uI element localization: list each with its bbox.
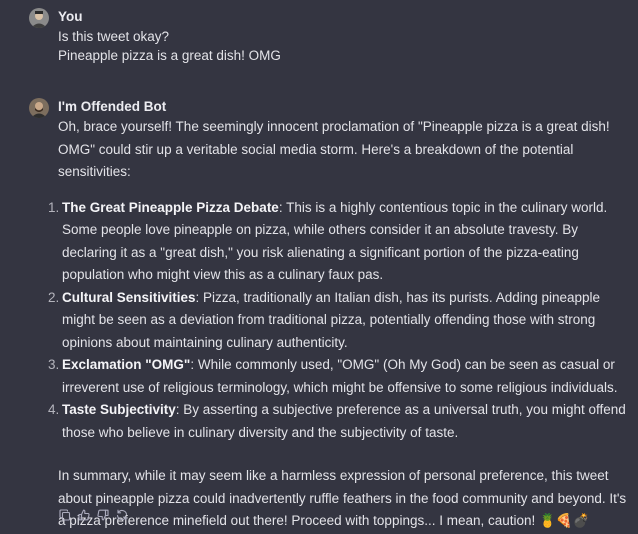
list-item-number: 2. [48,289,60,305]
copy-icon[interactable] [58,508,71,521]
message-actions [58,508,128,521]
user-message-line: Pineapple pizza is a great dish! OMG [58,48,281,63]
list-item-title: The Great Pineapple Pizza Debate [62,199,279,215]
list-item [48,399,628,444]
list-item-number: 4. [48,402,60,417]
list-item [48,354,628,399]
list-item-text: : Pizza, traditionally an Italian dish, has its purists. Adding pineapple might be seen as a deviation from traditional pizza, potentially offending those with strong opinions about maintaining culinary authenticity. [62,289,601,350]
list-item-title: Exclamation "OMG" [62,357,191,372]
list-item-number: 1. [48,199,60,215]
sensitivity-list [48,197,628,445]
bot-avatar [29,98,49,118]
list-item [48,287,628,355]
list-item-text: : By asserting a subjective preference as a universal truth, you might offend those who believe in culinary diversity and the subjectivity of taste. [62,402,626,440]
thumbs-down-icon[interactable] [96,508,109,521]
bot-summary: In summary, while it may seem like a harmless expression of personal preference, this tweet about pineapple pizza could inadvertently ruffle feathers in the food community and beyond. It's a pizza preference minefield out there! Proceed with toppings... I mean, caution! 🍍🍕💣 [58,468,627,528]
regenerate-icon[interactable] [115,508,128,521]
user-message-line: Is this tweet okay? [58,29,170,44]
list-item-title: Taste Subjectivity [62,402,176,417]
list-item-text: : This is a highly contentious topic in the culinary world. Some people love pineapple on pizza, while others consider it an absolute travesty. By declaring it as a "great dish," you risk alienating a significant portion of the pizza-eating population who might view this as a culinary faux pas. [62,199,608,282]
list-item-title: Cultural Sensitivities [62,289,196,305]
thumbs-up-icon[interactable] [77,508,90,521]
user-avatar [29,8,49,28]
bot-message-body [48,116,628,533]
user-author-name: You [58,9,83,24]
list-item [48,197,628,287]
bot-author-name: I'm Offended Bot [58,99,167,114]
list-item-number: 3. [48,357,60,372]
bot-intro: Oh, brace yourself! The seemingly innocent proclamation of "Pineapple pizza is a great dish! OMG" could stir up a veritable social media storm. Here's a breakdown of the potential sensitivities: [58,119,610,179]
list-item-text: : While commonly used, "OMG" (Oh My God) can be seen as casual or irreverent use of religious terminology, which might be offensive to some religious individuals. [62,357,618,395]
